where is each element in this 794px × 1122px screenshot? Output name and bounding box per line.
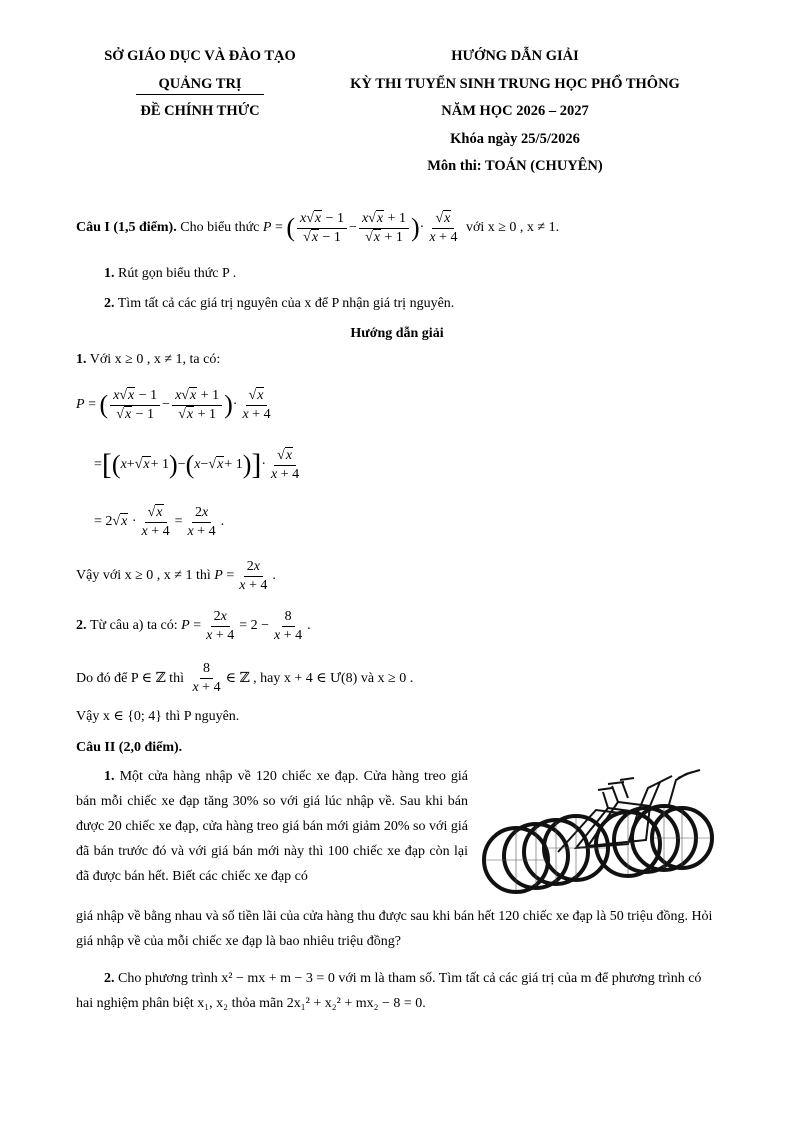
exam-name: KỲ THI TUYỂN SINH TRUNG HỌC PHỔ THÔNG — [350, 76, 680, 92]
q2-part1-wrapped — [76, 764, 468, 889]
q1-item2-text: Tìm tất cả các giá trị nguyên của x để P nhận giá trị nguyên. — [117, 296, 455, 311]
school-year: NĂM HỌC 2026 – 2027 — [441, 103, 589, 119]
sol1-conclusion: Vậy với x ≥ 0 , x ≠ 1 thì P = $\frac{2x}{x + 4}$ . — [76, 558, 276, 593]
bicycles-illustration — [478, 768, 718, 906]
sol2-step-b: ∈ ℤ , hay x + 4 ∈ Ư(8) và x ≥ 0 . — [225, 670, 414, 686]
q2-part1-text: Một cửa hàng nhập về 120 chiếc xe đạp. Cửa hàng treo giá bán mỗi chiếc xe đạp tăng 30% so với giá lúc nhập về. Sau khi bán được 20 chiếc xe đạp, cửa hàng treo giá bán mới giảm 20% so với giá đã bán trước đó và với giá bán mới này thì 100 chiếc xe đạp còn lại đã được bán hết. Biết các chiếc xe đạp có — [76, 769, 468, 884]
sol2-step-a: Do đó để P ∈ ℤ thì — [76, 670, 184, 686]
sol2-step: Do đó để P ∈ ℤ thì $\frac{8}{x + 4}$ ∈ ℤ , hay x + 4 ∈ Ư(8) và x ≥ 0 . — [76, 660, 414, 695]
q1-item2-num: 2. — [104, 296, 115, 311]
doc-title: HƯỚNG DẪN GIẢI — [451, 48, 579, 64]
exam-date: Khóa ngày 25/5/2026 — [450, 131, 580, 147]
sol1-num: 1. — [76, 352, 87, 367]
q1-item1 — [104, 266, 236, 282]
subject: Môn thi: TOÁN (CHUYÊN) — [427, 158, 603, 174]
q2-part2 — [76, 966, 721, 1016]
sol2-num: 2. — [76, 618, 87, 633]
q1-item1-num: 1. — [104, 266, 115, 281]
province-text: QUẢNG TRỊ — [136, 76, 263, 95]
q2-part2-text-b: phương trình có hai nghiệm phân biệt x₁, x₂ thỏa mãn 2x₁² + x₂² + mx₂ − 8 = 0. — [76, 971, 702, 1011]
q1-item1-text: Rút gọn biểu thức P . — [118, 266, 237, 281]
q1-title: Câu I (1,5 điểm). — [76, 220, 177, 235]
q2-part1-continued: giá nhập về bằng nhau và số tiền lãi của cửa hàng thu được sau khi bán hết 120 chiếc xe đạp là 50 triệu đồng. Hỏi giá nhập về của mỗi chiếc xe đạp là bao nhiêu triệu đồng? — [76, 909, 713, 949]
sol2-intro: 2. Từ câu a) ta có: P = $\frac{2x}{x + 4}$ = 2 − $\frac{8}{x + 4}$ . — [76, 608, 311, 643]
sol2-conclusion: Vậy x ∈ {0; 4} thì P nguyên. — [76, 709, 240, 724]
dept-name: SỞ GIÁO DỤC VÀ ĐÀO TẠO — [104, 48, 296, 64]
sol1-step2: = [ ( x + √x + 1 ) − ( x − √x + 1 ) ] · $\frac{√x}{x + 4}$ — [94, 447, 300, 482]
guide-heading: Hướng dẫn giải — [350, 326, 444, 341]
province-name — [70, 76, 330, 93]
sol1-conclusion-text: Vậy với x ≥ 0 , x ≠ 1 thì — [76, 568, 211, 583]
q2-part2-num: 2. — [104, 971, 115, 986]
official-label: ĐỀ CHÍNH THỨC — [140, 103, 260, 119]
sol1-text: Với x ≥ 0 , x ≠ 1, ta có: — [89, 352, 221, 367]
q1-statement: Câu I (1,5 điểm). Cho biểu thức P = ( $\frac{x√x - 1}{√x - 1}$ − $\frac{x√x + 1}{√x + 1}$ ) · $\frac{√x}{x + 4}$ với x ≥ 0 , x ≠ 1. — [76, 210, 560, 245]
sol1-step3: = 2 √x · $\frac{√x}{x + 4}$ = $\frac{2x}{x + 4}$ . — [94, 504, 225, 539]
q2-part2-text-a: Cho phương trình x² − mx + m − 3 = 0 với m là tham số. Tìm tất cả các giá trị của m để — [118, 971, 609, 986]
sol1-step1: P = ( $\frac{x√x - 1}{√x - 1}$ − $\frac{x√x + 1}{√x + 1}$ ) · $\frac{√x}{x + 4}$ — [76, 387, 271, 422]
q1-condition: với x ≥ 0 , x ≠ 1. — [465, 220, 560, 235]
q2-title: Câu II (2,0 điểm). — [76, 740, 183, 755]
sol1-intro — [76, 352, 220, 368]
sol2-text: Từ câu a) ta có: — [90, 618, 178, 633]
q1-item2 — [104, 296, 454, 312]
q2-part1-num: 1. — [104, 769, 115, 784]
q1-intro: Cho biểu thức — [180, 220, 260, 235]
